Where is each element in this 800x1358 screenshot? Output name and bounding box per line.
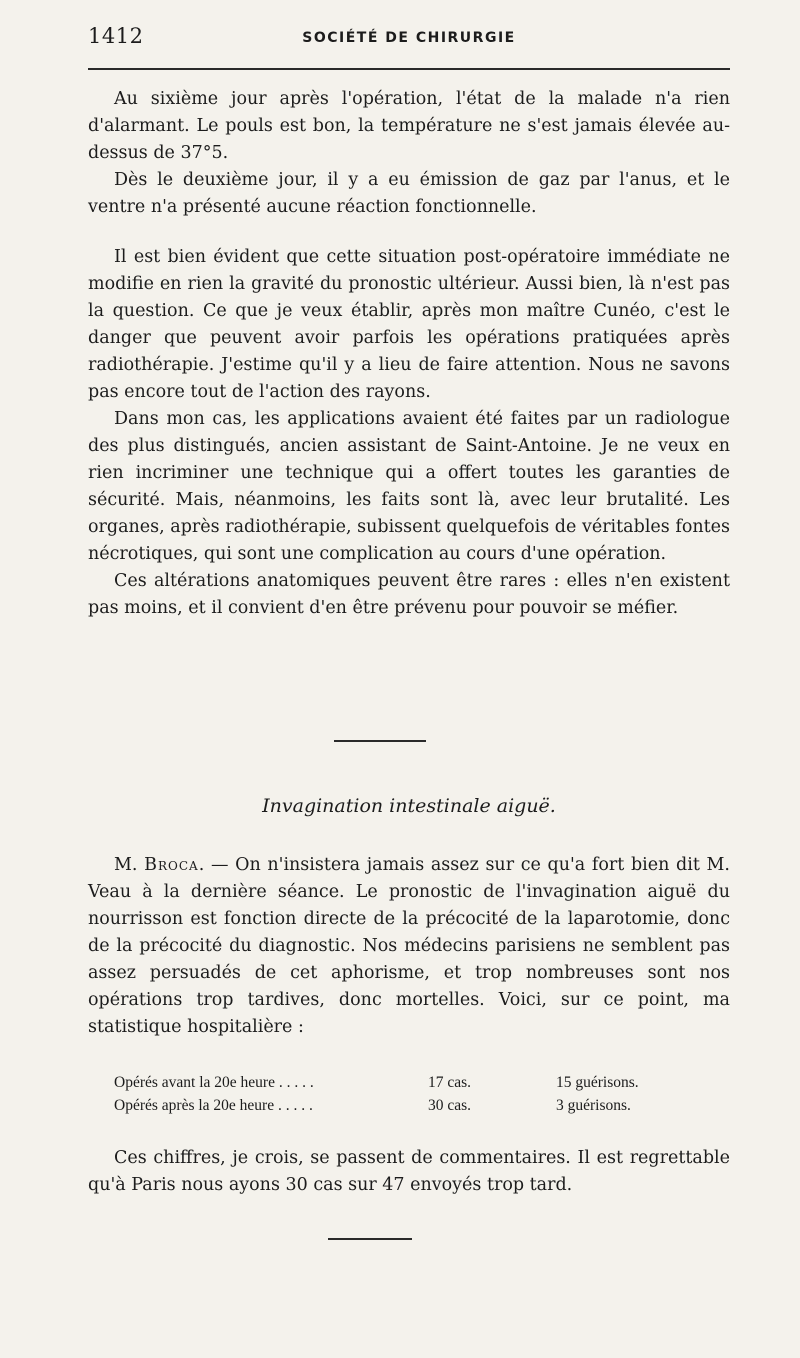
section-divider [334,740,426,742]
discussion-text [88,244,730,622]
paragraph: Il est bien évident que cette situation post-opératoire immédiate ne modifie en rien la gravité du pronostic ultérieur. Aussi bien, là n'est pas la question. Ce que je veux établir, après mon maître Cunéo, c'est le danger que peuvent avoir parfois les opérations pratiquées après radiothérapie. J'estime qu'il y a lieu de faire attention. Nous ne savons pas encore tout de l'action des rayons. [88,247,730,402]
closing-text [88,1145,730,1199]
stat-label: Opérés après la 20e heure . . . . . [114,1097,313,1114]
paragraph: Dès le deuxième jour, il y a eu émission de gaz par l'anus, et le ventre n'a présenté aucune réaction fonctionnelle. [88,170,730,217]
header-divider [88,68,730,70]
statistics-table [114,1071,674,1117]
stat-label: Opérés avant la 20e heure . . . . . [114,1074,314,1091]
document-page [88,0,730,1358]
running-title: SOCIÉTÉ DE CHIRURGIE [302,30,516,46]
paragraph: Dans mon cas, les applications avaient été faites par un radiologue des plus distingués, ancien assistant de Saint-Antoine. Je ne veux en rien incriminer une technique qui a offert toutes les garanties de sécurité. Mais, néanmoins, les faits sont là, avec leur brutalité. Les organes, après radiothérapie, subissent quelquefois de véritables fontes nécrotiques, qui sont une complication au cours d'une opération. [88,409,730,564]
stat-cases: 30 cas. [428,1097,472,1114]
paragraph: Au sixième jour après l'opération, l'état de la malade n'a rien d'alarmant. Le pouls est bon, la température ne s'est jamais élevée au-dessus de 37°5. [88,89,730,163]
section-title: Invagination intestinale aiguë. [262,795,556,817]
end-divider [328,1238,412,1240]
stat-cases: 17 cas. [428,1074,472,1091]
page-header [88,22,730,52]
stat-cures: 3 guérisons. [556,1097,631,1114]
paragraph [88,852,730,1041]
stat-cures: 15 guérisons. [556,1074,639,1091]
paragraph-body: . — On n'insistera jamais assez sur ce qu'a fort bien dit M. Veau à la dernière séance. Le pronostic de l'invagination aiguë du nourrisson est fonction directe de la précocité de la laparotomie, donc de la précocité du diagnostic. Nos médecins parisiens ne semblent pas assez persuadés de cet aphorisme, et trop nombreuses sont nos opérations trop tardives, donc mortelles. Voici, sur ce point, ma statistique hospitalière : [88,855,730,1037]
table-row [114,1071,674,1094]
broca-intervention [88,852,730,1041]
page-number: 1412 [88,24,144,48]
paragraph: Ces chiffres, je crois, se passent de commentaires. Il est regrettable qu'à Paris nous ayons 30 cas sur 47 envoyés trop tard. [88,1148,730,1195]
paragraph: Ces altérations anatomiques peuvent être rares : elles n'en existent pas moins, et il convient d'en être prévenu pour pouvoir se méfier. [88,571,730,618]
speaker-prefix: M. [114,855,138,875]
case-report-text [88,86,730,221]
speaker-name: Broca [144,855,199,875]
table-row [114,1094,674,1117]
